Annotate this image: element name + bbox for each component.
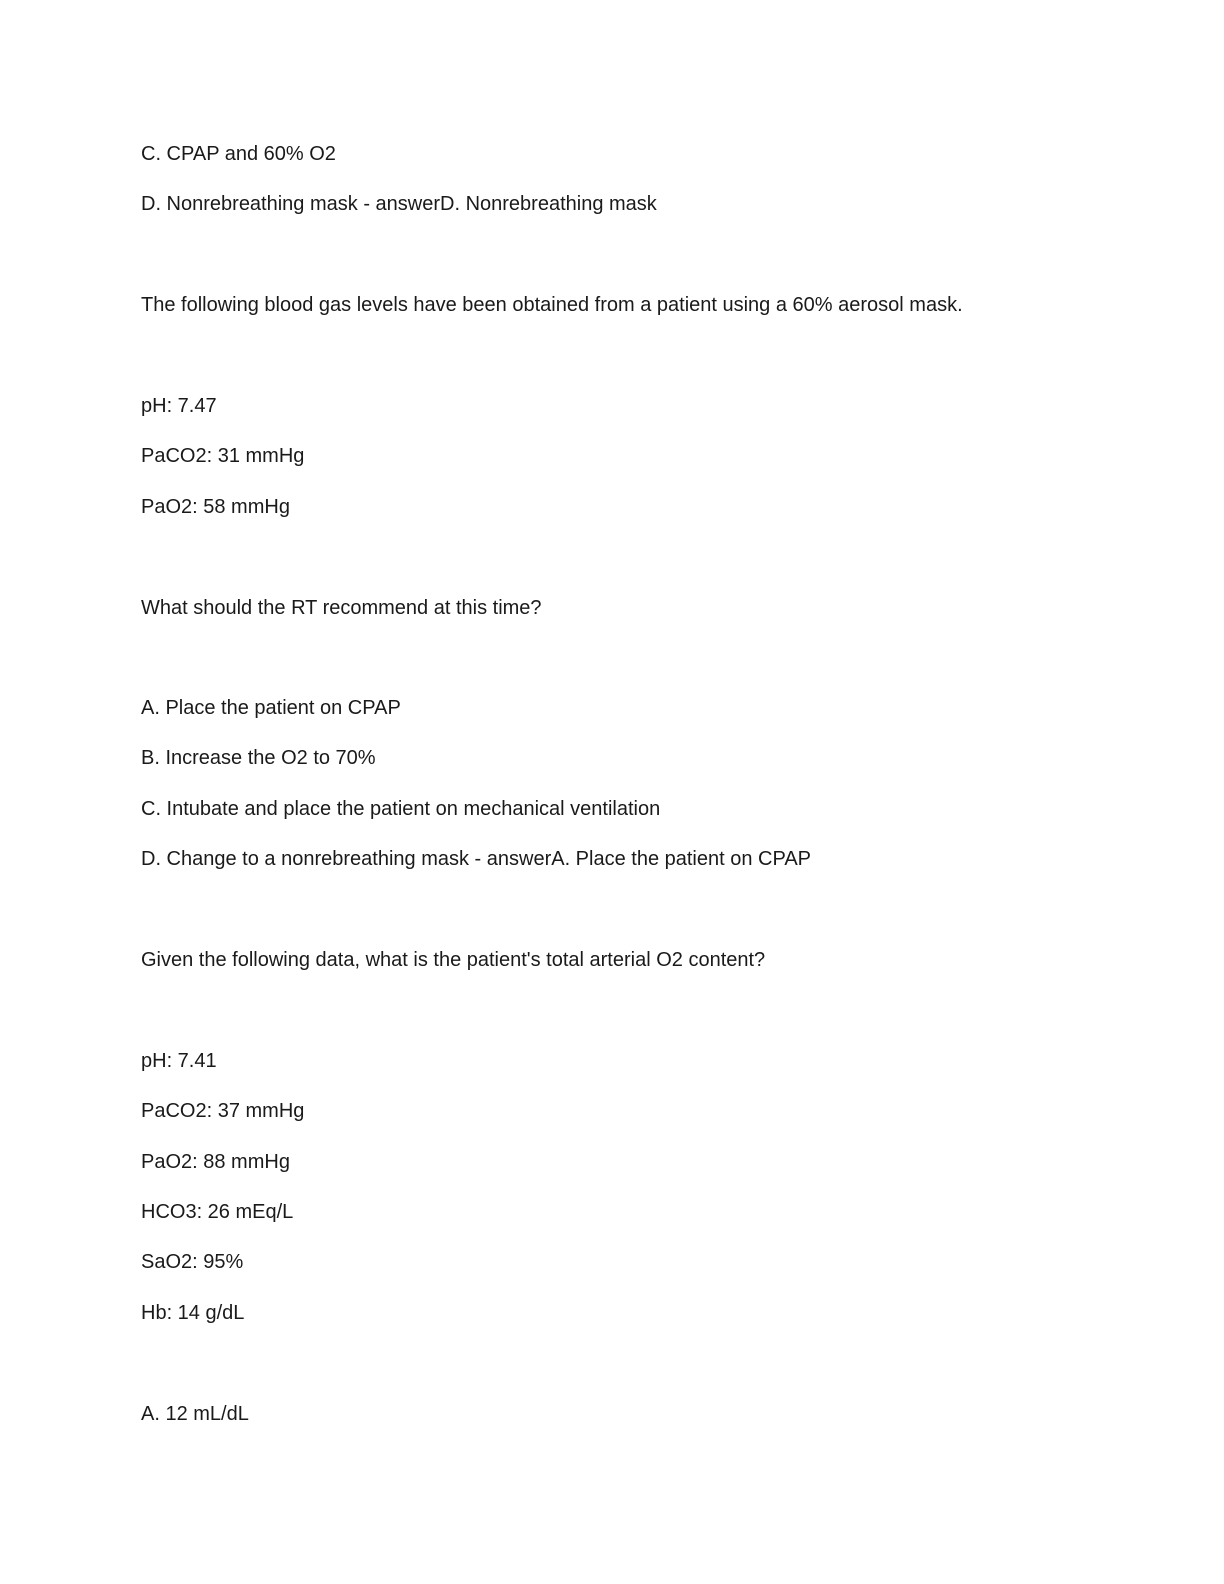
question2-value-hb: Hb: 14 g/dL <box>141 1302 245 1324</box>
question1-option-d-answer: D. Change to a nonrebreathing mask - answerA. Place the patient on CPAP <box>141 848 812 870</box>
question1-value-paco2: PaCO2: 31 mmHg <box>141 445 305 467</box>
question1-option-c: C. Intubate and place the patient on mechanical ventilation <box>141 798 661 820</box>
question2-option-a: A. 12 mL/dL <box>141 1403 249 1425</box>
question1-stem: The following blood gas levels have been obtained from a patient using a 60% aerosol mask. <box>141 294 963 316</box>
question2-value-paco2: PaCO2: 37 mmHg <box>141 1100 305 1122</box>
question1-value-ph: pH: 7.47 <box>141 395 217 417</box>
prev-option-c: C. CPAP and 60% O2 <box>141 143 336 165</box>
question2-value-pao2: PaO2: 88 mmHg <box>141 1151 290 1173</box>
question2-value-hco3: HCO3: 26 mEq/L <box>141 1201 294 1223</box>
question2-value-sao2: SaO2: 95% <box>141 1251 244 1273</box>
prev-option-d-answer: D. Nonrebreathing mask - answerD. Nonrebreathing mask <box>141 193 657 215</box>
question1-prompt: What should the RT recommend at this time? <box>141 597 542 619</box>
question2-value-ph: pH: 7.41 <box>141 1050 217 1072</box>
question1-option-a: A. Place the patient on CPAP <box>141 697 401 719</box>
question2-stem: Given the following data, what is the patient's total arterial O2 content? <box>141 949 766 971</box>
question1-option-b: B. Increase the O2 to 70% <box>141 747 376 769</box>
question1-value-pao2: PaO2: 58 mmHg <box>141 496 290 518</box>
